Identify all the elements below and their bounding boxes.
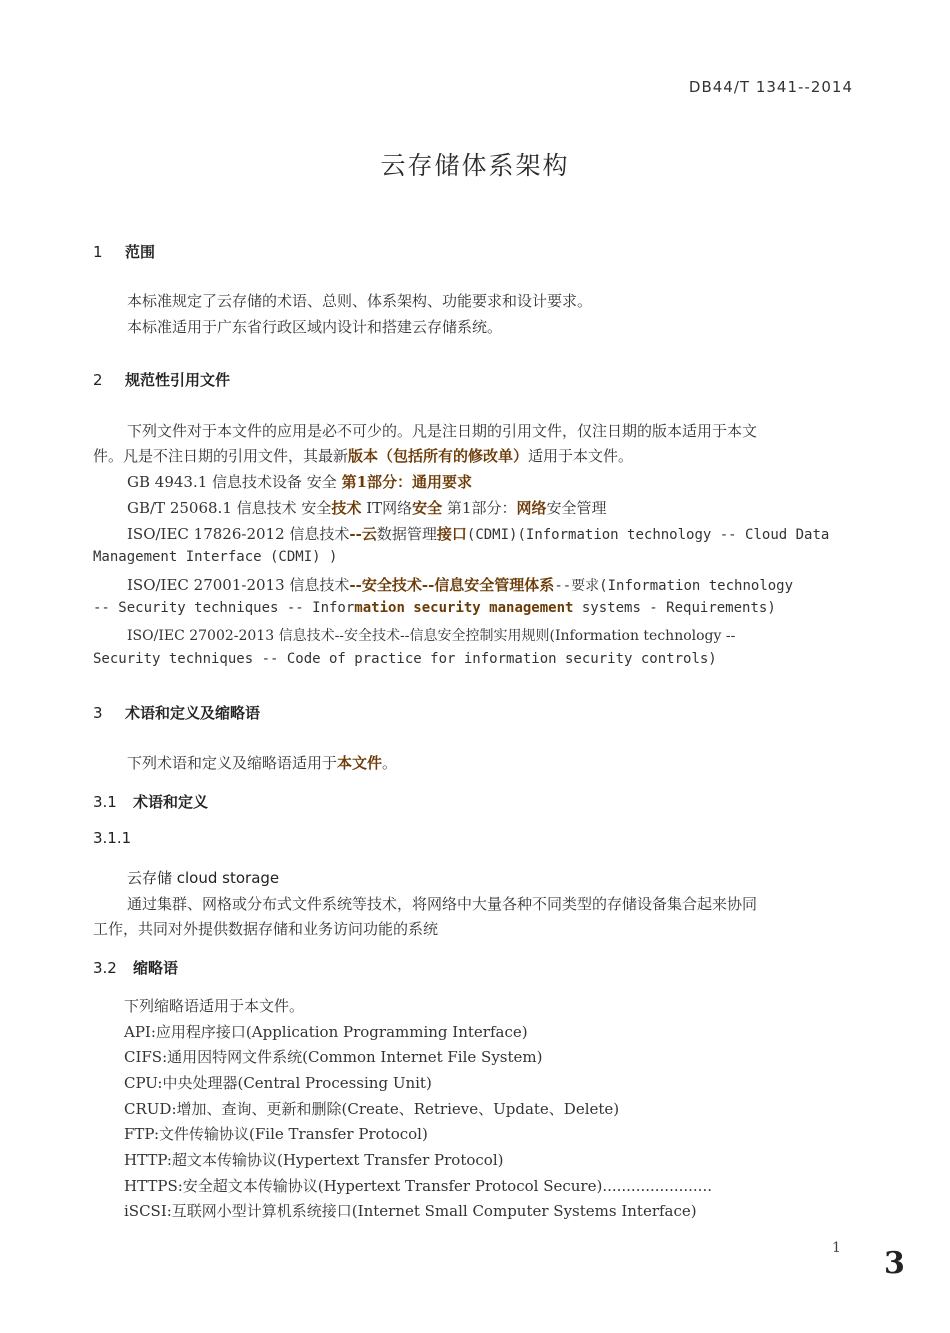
definition-continued: 工作，共同对外提供数据存储和业务访问功能的系统 [93, 920, 439, 938]
highlighted-text: --安全技术--信息安全管理体系 [349, 576, 555, 594]
text: --要求(Information technology [554, 578, 794, 594]
document-title: 云存储体系架构 [380, 151, 570, 180]
section-number: 1 [93, 243, 103, 261]
reference-item-continued: Management Interface (CDMI) ) [93, 549, 338, 565]
text: (CDMI)(Information technology -- Cloud Data [466, 527, 830, 543]
reference-item [127, 471, 472, 492]
text: 数据管理 [376, 525, 437, 543]
reference-item-continued: Security techniques -- Code of practice for information security controls) [93, 651, 717, 667]
reference-item [127, 574, 793, 595]
abbreviation-item: FTP:文件传输协议(File Transfer Protocol) [124, 1125, 428, 1143]
text: 件。凡是不注日期的引用文件，其最新 [93, 447, 349, 465]
section-title: 术语和定义及缩略语 [125, 704, 261, 722]
highlighted-text: --云 [349, 525, 377, 543]
page-number-large: 3 [884, 1246, 905, 1281]
abbreviation-item: HTTP:超文本传输协议(Hypertext Transfer Protocol) [124, 1151, 504, 1169]
highlighted-text: 技术 [331, 499, 362, 517]
section-number: 3 [93, 704, 103, 722]
abbreviation-item: HTTPS:安全超文本传输协议(Hypertext Transfer Protocol Secure)....................... [124, 1177, 712, 1195]
section-title: 范围 [125, 243, 156, 261]
subsection-title: 术语和定义 [133, 793, 209, 811]
paragraph: 本标准规定了云存储的术语、总则、体系架构、功能要求和设计要求。 [127, 292, 593, 310]
text: 安全管理 [546, 499, 607, 517]
text: 下列术语和定义及缩略语适用于 [127, 754, 338, 772]
section-number: 2 [93, 371, 103, 389]
definition: 通过集群、网格或分布式文件系统等技术，将网络中大量各种不同类型的存储设备集合起来协同 [127, 895, 758, 913]
highlighted-text: 接口 [436, 525, 467, 543]
text: -- Security techniques -- Infor [93, 600, 355, 616]
text: 。 [382, 754, 398, 772]
subsection-3-1-heading [93, 791, 208, 812]
paragraph: 下列文件对于本文件的应用是必不可少的。凡是注日期的引用文件，仅注日期的版本适用于本文 [127, 422, 758, 440]
highlighted-text: 第1部分：通用要求 [341, 473, 473, 491]
highlighted-text: 安全 [412, 499, 443, 517]
abbreviation-item: API:应用程序接口(Application Programming Interface) [124, 1023, 528, 1041]
standard-number: DB44/T 1341--2014 [688, 78, 853, 96]
term-heading: 云存储 cloud storage [127, 869, 280, 887]
paragraph [127, 752, 397, 773]
abbreviation-item: CIFS:通用因特网文件系统(Common Internet File System) [124, 1048, 543, 1066]
text: systems - Requirements) [573, 600, 776, 616]
section-1-heading [93, 241, 155, 262]
paragraph: 本标准适用于广东省行政区域内设计和搭建云存储系统。 [127, 318, 503, 336]
section-2-heading [93, 369, 230, 390]
text: 第1部分： [442, 499, 517, 517]
section-title: 规范性引用文件 [125, 371, 231, 389]
abbreviation-item: CPU:中央处理器(Central Processing Unit) [124, 1074, 432, 1092]
highlighted-text: 版本（包括所有的修改单） [348, 447, 529, 465]
text: IT网络 [361, 499, 413, 517]
paragraph: 下列缩略语适用于本文件。 [124, 997, 305, 1015]
text: GB 4943.1 信息技术设备 安全 [127, 473, 342, 491]
subsection-3-2-heading [93, 957, 178, 978]
reference-item [127, 497, 606, 518]
abbreviation-item: iSCSI:互联网小型计算机系统接口(Internet Small Computer Systems Interface) [124, 1202, 697, 1220]
text: ISO/IEC 17826-2012 信息技术 [127, 525, 350, 543]
text: 适用于本文件。 [528, 447, 634, 465]
clause-number: 3.1.1 [93, 829, 132, 847]
text: GB/T 25068.1 信息技术 安全 [127, 499, 332, 517]
highlighted-text: 网络 [516, 499, 547, 517]
subsection-number: 3.1 [93, 793, 117, 811]
reference-item: ISO/IEC 27002-2013 信息技术--安全技术--信息安全控制实用规则(Information technology -- [127, 628, 736, 644]
highlighted-text: mation security management [354, 600, 574, 616]
reference-item-continued [93, 600, 776, 616]
text: ISO/IEC 27001-2013 信息技术 [127, 576, 350, 594]
section-3-heading [93, 702, 260, 723]
subsection-title: 缩略语 [133, 959, 179, 977]
abbreviation-item: CRUD:增加、查询、更新和删除(Create、Retrieve、Update、Delete) [124, 1100, 620, 1118]
highlighted-text: 本文件 [337, 754, 383, 772]
subsection-number: 3.2 [93, 959, 117, 977]
page-number: 1 [832, 1240, 841, 1256]
paragraph [93, 445, 633, 466]
reference-item [127, 523, 829, 544]
